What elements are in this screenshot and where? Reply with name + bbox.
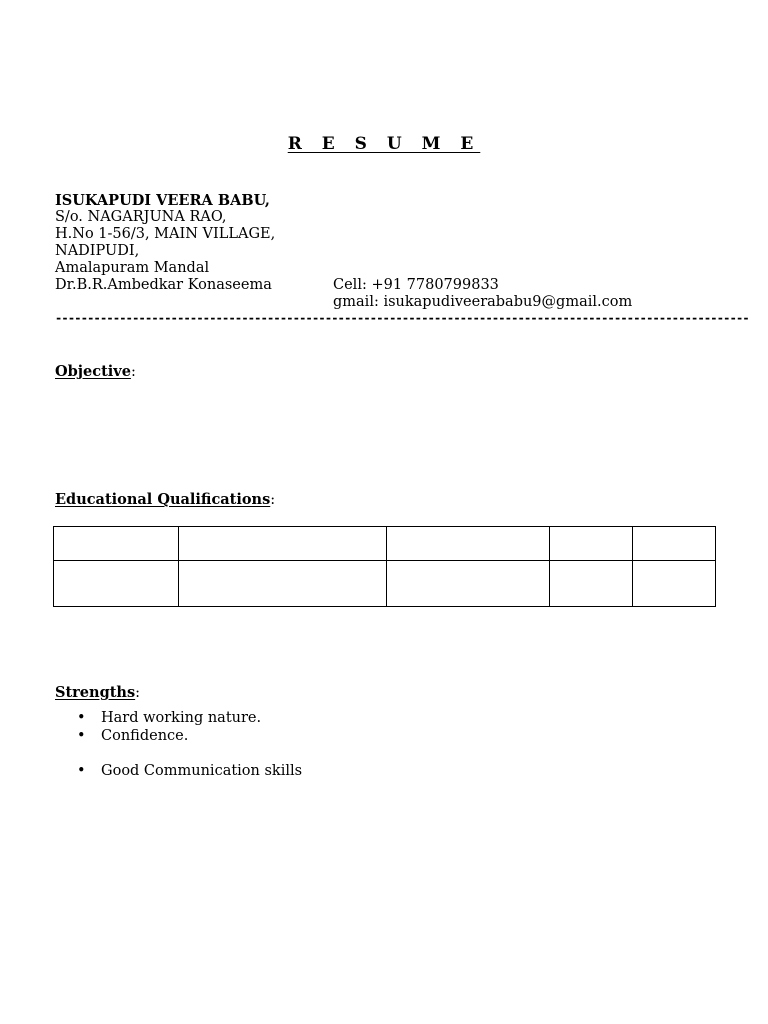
table-row — [54, 527, 716, 561]
resume-title: R E S U M E — [287, 134, 481, 154]
education-heading — [55, 491, 275, 508]
table-cell — [179, 561, 387, 607]
address-line-district: Dr.B.R.Ambedkar Konaseema — [55, 277, 272, 293]
address-line-village: NADIPUDI, — [55, 243, 140, 259]
cell-number: Cell: +91 7780799833 — [333, 277, 499, 293]
table-cell — [54, 527, 179, 561]
table-cell — [633, 561, 716, 607]
bullet-icon: • — [77, 763, 86, 779]
table-row — [54, 561, 716, 607]
table-cell — [550, 527, 633, 561]
strength-text: Hard working nature. — [101, 710, 262, 726]
table-cell — [387, 561, 550, 607]
bullet-icon: • — [77, 710, 86, 726]
education-heading-colon: : — [270, 492, 276, 508]
bullet-icon: • — [77, 728, 86, 744]
list-item — [55, 762, 302, 780]
contact-block — [333, 277, 632, 311]
strength-text: Good Communication skills — [101, 763, 303, 779]
gmail-address: gmail: isukapudiveerababu9@gmail.com — [333, 294, 633, 310]
strengths-heading-text: Strengths — [55, 684, 136, 701]
strengths-heading-colon: : — [135, 685, 141, 701]
address-line-mandal: Amalapuram Mandal — [55, 260, 210, 276]
list-item — [55, 727, 302, 745]
table-cell — [54, 561, 179, 607]
table-cell — [179, 527, 387, 561]
candidate-name: ISUKAPUDI VEERA BABU, — [55, 192, 270, 209]
objective-heading-text: Objective — [55, 363, 131, 380]
objective-heading — [55, 363, 136, 380]
dashed-divider: ------------------------------------------------------------------------------------------------------------ — [55, 311, 749, 325]
list-item — [55, 709, 302, 727]
objective-heading-colon: : — [130, 364, 136, 380]
strengths-list — [55, 709, 302, 780]
education-table — [53, 526, 716, 607]
table-cell — [387, 527, 550, 561]
strength-text: Confidence. — [101, 728, 189, 744]
address-block — [55, 192, 275, 294]
strengths-heading — [55, 684, 140, 701]
address-line-parent: S/o. NAGARJUNA RAO, — [55, 209, 227, 225]
table-cell — [550, 561, 633, 607]
table-cell — [633, 527, 716, 561]
address-line-house: H.No 1-56/3, MAIN VILLAGE, — [55, 226, 276, 242]
education-heading-text: Educational Qualifications — [55, 491, 271, 508]
